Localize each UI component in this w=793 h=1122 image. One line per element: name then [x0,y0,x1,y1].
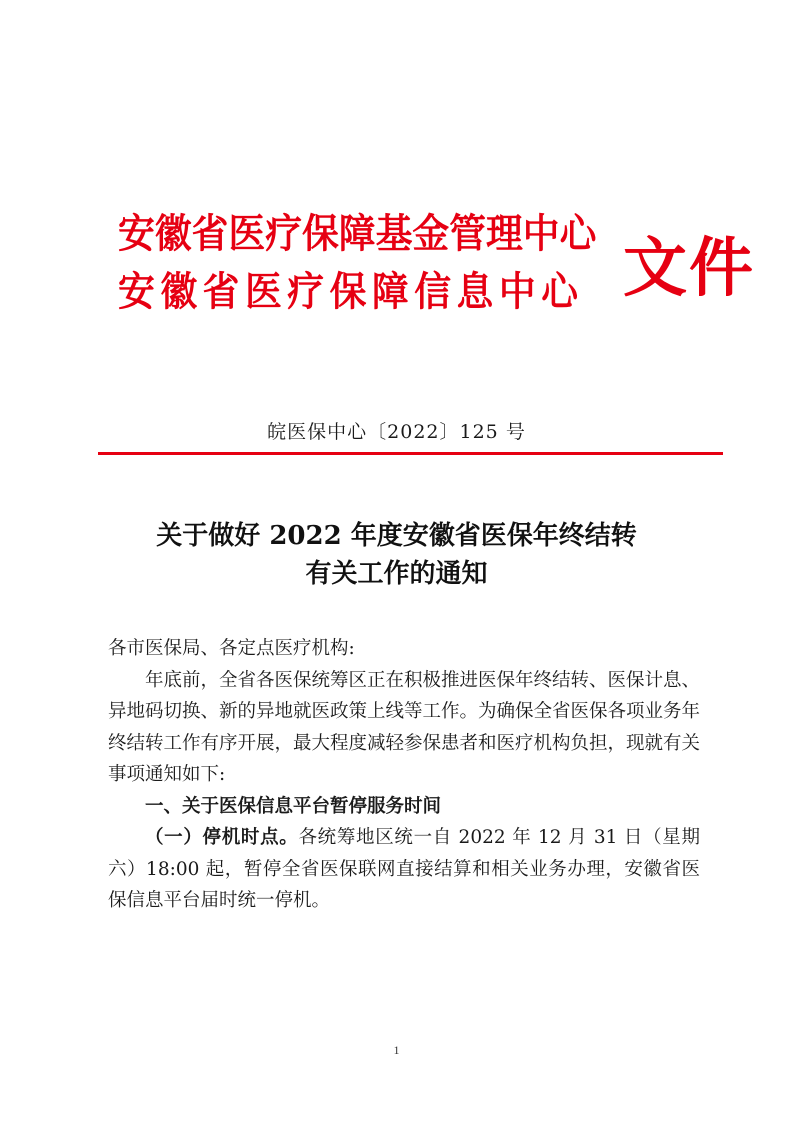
subsection-paragraph-1 [108,822,700,917]
title-line-2: 有关工作的通知 [305,559,488,589]
section-heading-1: 一、关于医保信息平台暂停服务时间 [145,795,442,817]
document-header [118,205,755,340]
issuing-agencies [118,205,603,321]
title-line-1: 关于做好 2022 年度安徽省医保年终结转 [156,521,637,551]
document-type-word: 文件 [623,231,755,306]
subsection-text-1: 各统筹地区统一自 2022 年 12 月 31 日（星期六）18:00 起，暂停全省医保联网直接结算和相关业务办理，安徽省医保信息平台届时统一停机。 [108,827,700,911]
issuer-line-2: 安徽省医疗保障信息中心 [118,268,584,315]
subsection-lead-1: （一）停机时点。 [145,827,299,848]
salutation: 各市医保局、各定点医疗机构: [108,638,355,659]
document-body [108,633,700,917]
document-number: 皖医保中心〔2022〕125 号 [267,421,526,443]
intro-paragraph: 年底前，全省各医保统筹区正在积极推进医保年终结转、医保计息、异地码切换、新的异地就医政策上线等工作。为确保全省医保各项业务年终结转工作有序开展，最大程度减轻参保患者和医疗机构负担，现就有关事项通知如下: [108,669,701,785]
page-number: 1 [393,1043,400,1057]
red-divider-line [98,452,723,455]
document-title [0,517,793,593]
issuer-line-1: 安徽省医疗保障基金管理中心 [118,210,597,257]
